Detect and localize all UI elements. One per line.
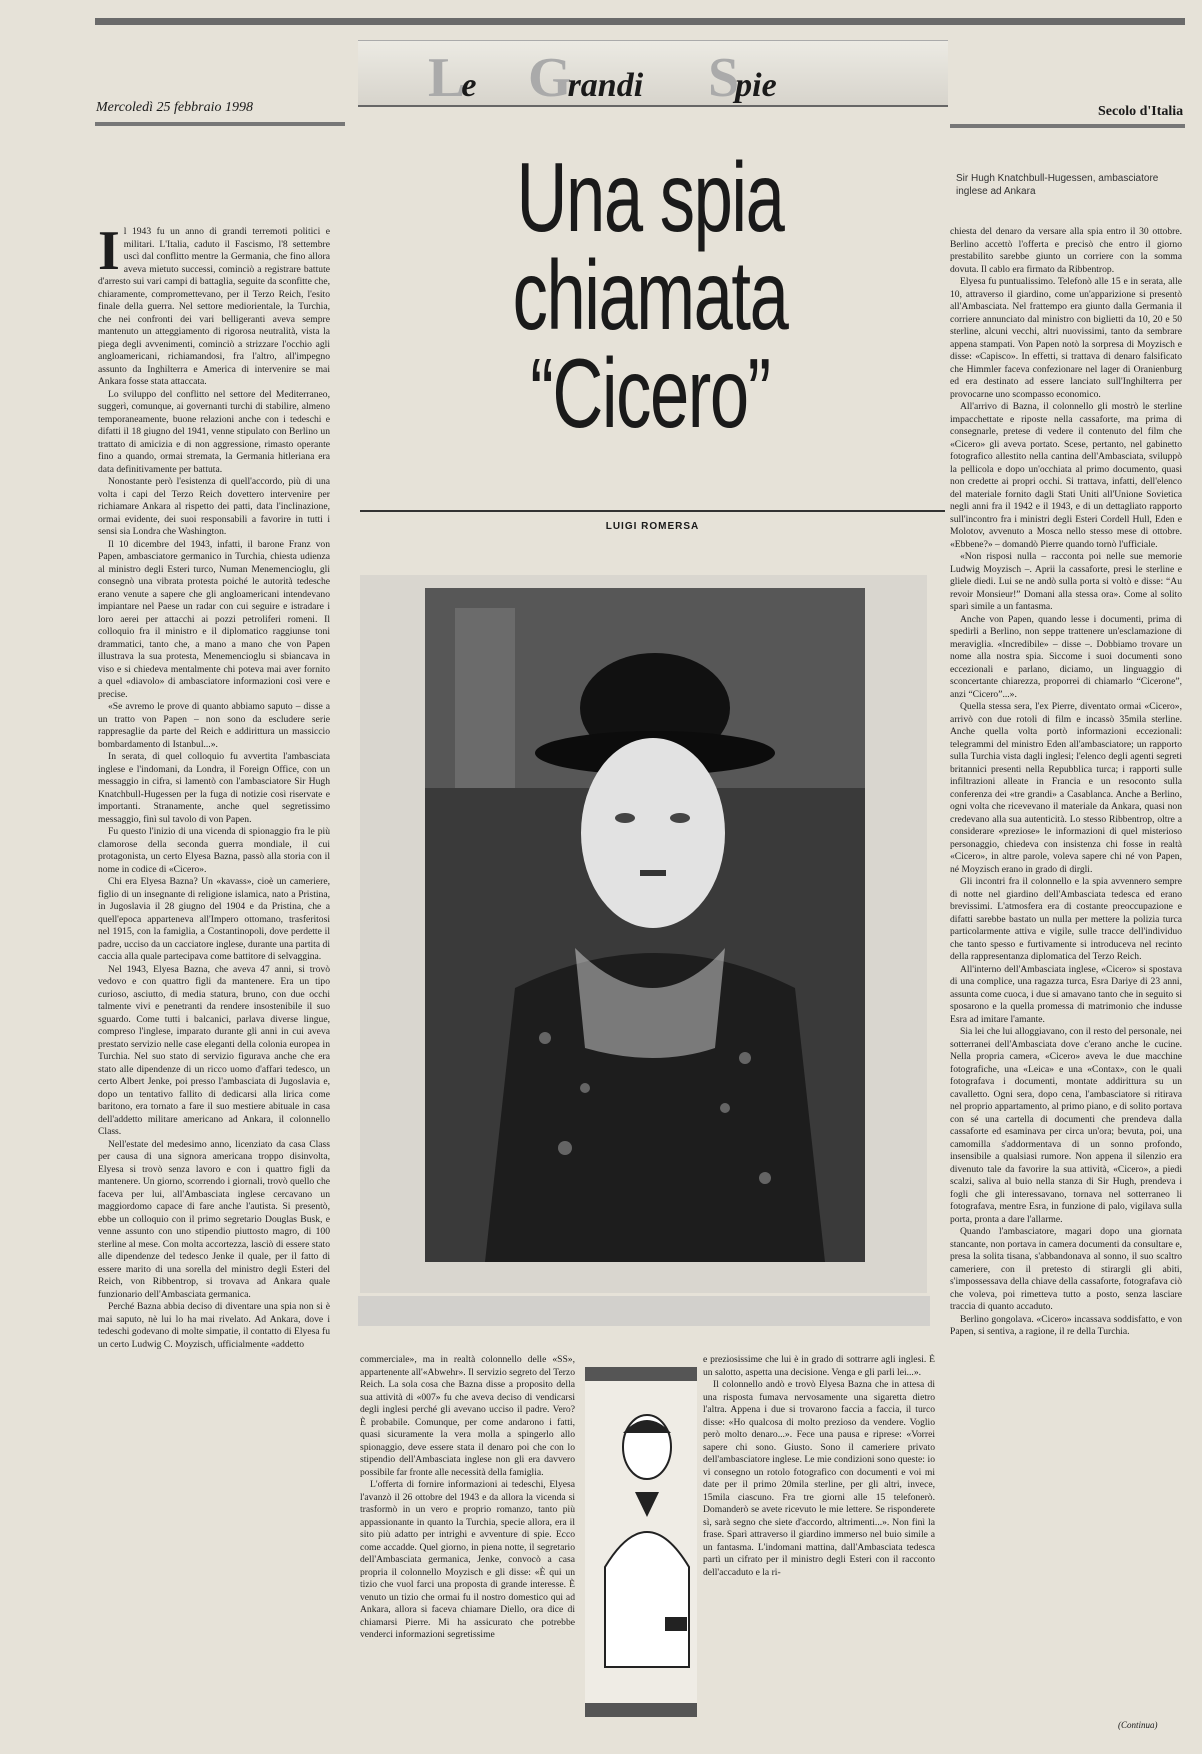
- masthead-word-1-text: L: [428, 47, 466, 109]
- continued-note: (Continua): [1118, 1720, 1158, 1730]
- portrait-illustration: [425, 588, 865, 1262]
- photo-footer-band: [358, 1296, 930, 1326]
- col4-para-6: Quella stessa sera, l'ex Pierre, diventato ormai «Cicero», arrivò con due rotoli di film e incassò 35mila sterline. Anche quella volta portò informazioni eccezionali: telegrammi del ministro Eden all'ambasciatore; un rapporto sulla Turchia vista dagli inglesi; l'elenco degli agenti segreti britannici presenti nella Repubblica turca; i rapporti sulle infiltrazioni alleate in Francia e un resoconto sulla conferenza dei «tre grandi» a Casablanca. Anche a Berlino, ogni volta che ricevevano il materiale da Ankara, quasi non credevano alla sua autenticità. Lo stesso Ribbentrop, oltre a considerare «preziose» le informazioni di quel misterioso personaggio, chiedeva con insistenza chi fosse in realtà «Cicero», in altre parole, voleva sapere chi né von Papen, né Moyzisch erano in grado di dirgli.: [950, 701, 1182, 875]
- header-rule-left: [95, 122, 345, 126]
- portrait-photo: [425, 588, 865, 1262]
- spy-sketch: [585, 1367, 697, 1717]
- col1-para-7: Fu questo l'inizio di una vicenda di spionaggio fra le più clamorose della seconda guerra mondiale, il cui protagonista, un certo Elyesa Bazna, passò alla storia con il nome in codice di «Cicero».: [98, 826, 330, 875]
- col1-para-6: In serata, di quel colloquio fu avvertita l'ambasciata inglese e l'indomani, da Londra, il Foreign Office, con un messaggio in cifra, si lamentò con l'ambasciatore Sir Hugh Knatchbull-Hugessen per la fuga di notizie così riservate e importanti. Stranamente, anche quel segretissimo messaggio, finì sul tavolo di von Papen.: [98, 751, 330, 825]
- masthead-word-rest: e: [461, 67, 477, 104]
- col1-para-10: Nell'estate del medesimo anno, licenziato da casa Class per causa di una signora americana troppo disinvolta, Elyesa si trovò senza lavoro e con i quattro figli da mantenere. Un giorno, scorrendo i giornali, trovò quello che faceva per lui, all'Ambasciata inglese cercavano un maggiordomo capace di fare anche l'autista. Si presentò, ebbe un colloquio con il primo segretario Douglas Busk, e venne assunto con uno stipendio piuttosto magro, di 100 sterline al mese. Con molta accortezza, lasciò di essere stato alle dipendenze del tedesco Jenke il quale, per il fatto di essere marito di una sorella del ministro degli Esteri del Reich, von Ribbentrop, si trovava ad Ankara quale funzionario dell'Ambasciata germanica.: [98, 1138, 330, 1300]
- col1-para-5: «Se avremo le prove di quanto abbiamo saputo – disse a un tratto von Papen – non sono da escludere serie rappresaglie da parte del Reich e addirittura un massiccio bombardamento di Istanbul...».: [98, 701, 330, 750]
- col2-para-2: L'offerta di fornire informazioni ai tedeschi, Elyesa l'avanzò il 26 ottobre del 1943 e da allora la vicenda si trasformò in un vero e proprio romanzo, tanto più appassionante in quanto la Turchia, specie allora, era il sito più adatto per intrighi e avventure di spie. Ecco come accadde. Quel giorno, in piena notte, il segretario dell'Ambasciata germanica, Jenke, convocò a casa propria il colonnello Moyzisch e gli disse: «È qui un tizio che vuol farci una proposta di grande interesse. È venuto un tizio che ormai fu il nostro domestico qui ad Ankara, allora si faceva chiamare Diello, ora dice di chiamarsi Pierre. Mi ha assicurato che potrebbe venderci informazioni segretissime: [360, 1479, 575, 1640]
- headline-line-2: chiamata: [512, 240, 788, 350]
- col3-para-1: e preziosissime che lui è in grado di sottrarre agli inglesi. È un salotto, aspetta una decisione. Venga e gli parli lei...».: [703, 1354, 935, 1378]
- col4-para-7: Gli incontri fra il colonnello e la spia avvennero sempre di notte nel giardino dell'Ambasciata tedesca ed erano brevissimi. L'atmosfera era di costante preoccupazione e difatti sarebbe bastato un nulla per mettere la polizia turca particolarmente attiva e vigile, sulle tracce dell'individuo che tanto spesso e furtivamente si introduceva nel recinto della rappresentanza diplomatica del Terzo Reich.: [950, 876, 1182, 962]
- col1-para-3: Nonostante però l'esistenza di quell'accordo, più di una volta i capi del Terzo Reich dovettero intervenire per richiamare Ankara al rispetto dei patti, data l'inclinazione, ormai evidente, dei suoi responsabili a favorire in tutti i sensi sia Londra che Washington.: [98, 476, 330, 537]
- article-column-4: [950, 226, 1182, 1716]
- masthead-word-2-text: G: [528, 47, 572, 109]
- col4-para-10: Quando l'ambasciatore, magari dopo una giornata stancante, non portava in camera documenti da consultare e, presa la solita tisana, s'abbandonava al sonno, il suo scaltro cameriere, con il pretesto di stirargli gli abiti, s'impossessava della chiave della cassaforte, fotografava ciò che voleva, poi rimetteva tutto a posto, senza lasciare traccia di quanto accaduto.: [950, 1226, 1182, 1312]
- col4-para-1: chiesta del denaro da versare alla spia entro il 30 ottobre. Berlino accettò l'offerta e precisò che entro il giorno prestabilito sarebbe giunto un corriere con la somma dovuta. Il cablo era firmato da Ribbentrop.: [950, 226, 1182, 275]
- series-masthead: [358, 40, 948, 109]
- publication-name: Secolo d'Italia: [1098, 104, 1184, 119]
- col4-para-3: All'arrivo di Bazna, il colonnello gli mostrò le sterline impacchettate e riposte nella cassaforte, ma prima di consegnarle, pretese di vedere il contenuto del film che «Cicero» gli aveva portato. Scese, pertanto, nel gabinetto fotografico allestito nella cantina dell'Ambasciata, sviluppò la pellicola e dopo un'occhiata al primo documento, quasi non credette ai propri occhi. Si trattava, infatti, dell'elenco del materiale fornito dagli Stati Uniti all'Unione Sovietica negli anni fra il 1942 e il 1943, e di un dettagliato rapporto sull'incontro fra i ministri degli Esteri Cordell Hull, Eden e Molotov, avvenuto a Mosca nello stesso mese di ottobre. «Ebbene?» – domandò Pierre quando tornò l'ufficiale.: [950, 401, 1182, 550]
- col1-para-2: Lo sviluppo del conflitto nel settore del Mediterraneo, suggerì, comunque, ai governanti turchi di stabilire, almeno temporaneamente, buone relazioni anche con i tedeschi e difatti il 18 giugno del 1941, venne stipulato con Berlino un trattato di amicizia e di non aggressione, rimasto operante fino a quando, ormai stremata, la Germania hitleriana era data definitivamente per battuta.: [98, 388, 330, 475]
- article-headline: [477, 142, 823, 448]
- col4-para-11: Berlino gongolava. «Cicero» incassava soddisfatto, e von Papen, si sentiva, a ragione, il re della Turchia.: [950, 1313, 1182, 1337]
- spy-sketch-icon: [585, 1367, 697, 1717]
- byline: LUIGI ROMERSA: [605, 521, 700, 532]
- headline-line-1: Una spia: [516, 142, 784, 252]
- masthead-word-1: [428, 46, 476, 110]
- masthead-word-2: [528, 46, 643, 110]
- byline-rule: [360, 510, 945, 512]
- issue-date: Mercoledì 25 febbraio 1998: [96, 100, 253, 115]
- photo-caption: Sir Hugh Knatchbull-Hugessen, ambasciatore inglese ad Ankara: [956, 173, 1159, 197]
- masthead-word-rest: pie: [735, 67, 777, 104]
- headline-line-3: “Cicero”: [530, 338, 770, 448]
- col1-para-11: Perché Bazna abbia deciso di diventare una spia non si è mai saputo, nè lui lo ha mai rivelato. Ad Ankara, dove i tedeschi godevano di molte simpatie, il contatto di Elyesa fu un certo Ludwig C. Moyzisch, ufficialmente «addetto: [98, 1301, 330, 1350]
- masthead-word-rest: randi: [567, 67, 644, 104]
- masthead-word-3: [708, 46, 777, 110]
- article-column-1: [98, 226, 330, 1716]
- col2-para-1: commerciale», ma in realtà colonnello delle «SS», appartenente all'«Abwehr». Il servizio segreto del Terzo Reich. La sola cosa che Bazna disse a proposito della sua attività di «007» fu che aveva deciso di vendicarsi degli inglesi perché gli avevano ucciso il padre. Vero? È probabile. Comunque, per come andarono i fatti, quasi sicuramente la vera molla a spingerlo allo spionaggio, deve essere stata il denaro poi che con lo stipendio dell'Ambasciata inglese non gli era davvero possibile far fronte alle necessità della famiglia.: [360, 1354, 575, 1478]
- col1-para-8: Chi era Elyesa Bazna? Un «kavass», cioè un cameriere, figlio di un insegnante di religione islamica, nato a Pristina, in Jugoslavia il 28 giugno del 1904 e da Pristina, che a quell'epoca apparteneva all'Impero ottomano, trasferitosi nel 1915, con la famiglia, a Costantinopoli, dove perdette il padre, ucciso da un cacciatore inglese, durante una partita di caccia alla quale partecipava come battitore di selvaggina.: [98, 876, 330, 962]
- col4-para-5: Anche von Papen, quando lesse i documenti, prima di spedirli a Berlino, non seppe trattenere un'esclamazione di meraviglia. «Incredibile» – disse –. Dobbiamo trovare un nome alla nostra spia. Siccome i suoi documenti sono eccezionali e parlano, diciamo, un linguaggio di sconcertante chiarezza, proporrei di chiamarlo “Cicerone”, anzi “Cicero”...».: [950, 613, 1182, 700]
- article-column-2: [360, 1354, 575, 1724]
- col4-para-4: «Non risposi nulla – racconta poi nelle sue memorie Ludwig Moyzisch –. Aprii la cassaforte, presi le sterline e gliele diedi. Lui se ne andò sulla porta si voltò e disse: “Au revoir Monsieur!” Domani alla stessa ora». Come al solito sparì simile a un fantasma.: [950, 551, 1182, 612]
- col4-para-2: Elyesa fu puntualissimo. Telefonò alle 15 e in serata, alle 10, attraverso il giardino, come un'apparizione si presentò all'Ambasciata. Nel frattempo era giunto dalla Germania il corriere annunciato dal ministro con biglietti da 10, 20 e 50 sterline, alcuni vecchi, altri nuovissimi, tanto da sembrare appena stampati. Von Papen notò la sorpresa di Moyzisch e disse: «Capisco». In effetti, si trattava di denaro falsificato che Himmler faceva confezionare nel lager di Oranienburg ed era destinato ad essere lanciato sull'Inghilterra per provocarne uno scompasso economico.: [950, 276, 1182, 400]
- masthead-word-3-text: S: [708, 47, 740, 109]
- header-rule-right: [950, 124, 1185, 128]
- col1-para-1: [98, 226, 330, 389]
- col1-para-1-text: l 1943 fu un anno di grandi terremoti politici e militari. L'Italia, caduto il Fascismo, l'8 settembre uscì dal conflitto mentre la Germania, che fino allora aveva mietuto successi, cominciò a registrare battute d'arresto sui vari campi di battaglia, seguite da sconfitte che, chiaramente, compromettevano, per il Terzo Reich, l'esito finale della guerra. Nel settore mediorientale, la Turchia, che nei confronti dei vari belligeranti aveva sempre mantenuto un atteggiamento di rigorosa neutralità, vista la piega degli avvenimenti, cominciò a strizzare l'occhio agli angloamericani, richiamandosi, fra l'altro, all'impegno assunto da Inghilterra e America di intervenire se mai Ankara fosse stata attaccata.: [98, 226, 330, 387]
- col1-para-4: Il 10 dicembre del 1943, infatti, il barone Franz von Papen, ambasciatore germanico in Turchia, chiesta udienza al ministro degli Esteri turco, Numan Menemencioglu, gli consegnò una vibrata protesta poiché le autorità tedesche erano venute a sapere che gli angloamericani intendevano impiantare nel Paese un radar con cui seguire e istradare i loro aerei per attacchi ai pozzi petroliferi romeni. Il colloquio fra il ministro e il diplomatico raggiunse toni drammatici, tanto che, a mano a mano che von Papen illustrava la sua protesta, Menemencioglu si sbiancava in viso e si chiedeva mentalmente chi poteva mai aver fornito a quel «diavolo» di ambasciatore informazioni così vere e precise.: [98, 538, 330, 700]
- drop-cap: I: [98, 226, 120, 282]
- col4-para-9: Sia lei che lui alloggiavano, con il resto del personale, nei sotterranei dell'Ambasciata dove c'erano anche le cucine. Nella propria camera, «Cicero» aveva le due macchine fotografiche, una «Leica» e una «Contax», con le quali fotografava i documenti, montate addirittura su un cavalletto. Ogni sera, dopo cena, l'ambasciatore si ritirava nel proprio appartamento, al primo piano, e di solito portava con sé una cartella di documenti che prendeva dalla cassaforte ed esaminava per circa un'ora; bevuta, poi, una camomilla s'addormentava di un sonno profondo, insensibile a qualsiasi rumore. Non appena il silenzio era divenuto tale da favorire la sua attività, «Cicero», a piedi scalzi, saliva al buio nella stanza di Sir Hugh, prendeva i fogli che gli interessavano, tornava nel sotterraneo li fotografava, mentre Esra, in funzione di palo, vigilava sulla porta, pronta a dare l'allarme.: [950, 1026, 1182, 1225]
- col1-para-9: Nel 1943, Elyesa Bazna, che aveva 47 anni, si trovò vedovo e con quattro figli da mantenere. Era un tipo curioso, asciutto, di media statura, bruno, con due occhi talmente vivi e penetranti da rendere insostenibile il suo sguardo. Come tutti i balcanici, parlava diverse lingue, compreso l'inglese, imparato durante gli anni in cui aveva prestato servizio nelle case eleganti della colonia europea in Turchia. Nel suo stato di servizio figurava anche che era stato alle dipendenze di un ricco uomo d'affari tedesco, un certo Albert Jenke, poi presso l'ambasciata di Jugoslavia e, dopo un tentativo fallito di dedicarsi alla lirica come baritono, era tornato a fare il suo mestiere abituale in casa dell'addetto militare americano ad Ankara, il colonnello Class.: [98, 963, 330, 1137]
- col3-para-2: Il colonnello andò e trovò Elyesa Bazna che in attesa di una risposta fumava nervosamente una sigaretta dietro l'altra. Appena i due si trovarono faccia a faccia, il turco disse: «Ho qualcosa di molto prezioso da vendere. Voglio però molto denaro...». Fece una pausa e riprese: «Vorrei sapere chi sono. Giusto. Sono il cameriere privato dell'ambasciatore inglese. Le mie condizioni sono queste: io vi consegno un rotolo fotografico con documenti e voi mi date per il primo 20mila sterline, per gli altri, invece, 15mila ciascuno. Fra tre giorni alle 15 telefonerò. Domanderò se avete ricevuto le mie lettere. Se risponderete sì, sarà segno che siete d'accordo, altrimenti...». Non finì la frase. Sparì attraverso il giardino immerso nel buio simile a un fantasma. L'indomani mattina, dall'Ambasciata tedesca partì un cifrato per il ministro degli Esteri con il racconto dell'accaduto e la ri-: [703, 1379, 935, 1578]
- top-rule: [95, 18, 1185, 25]
- col4-para-8: All'interno dell'Ambasciata inglese, «Cicero» si spostava di una complice, una ragazza turca, Esra Dariye di 23 anni, assunta come cuoca, i due si amavano tanto che in seguito si sposarono e la quella promessa di matrimonio che indusse Esra ad imitare l'amante.: [950, 963, 1182, 1025]
- article-column-3: [703, 1354, 935, 1724]
